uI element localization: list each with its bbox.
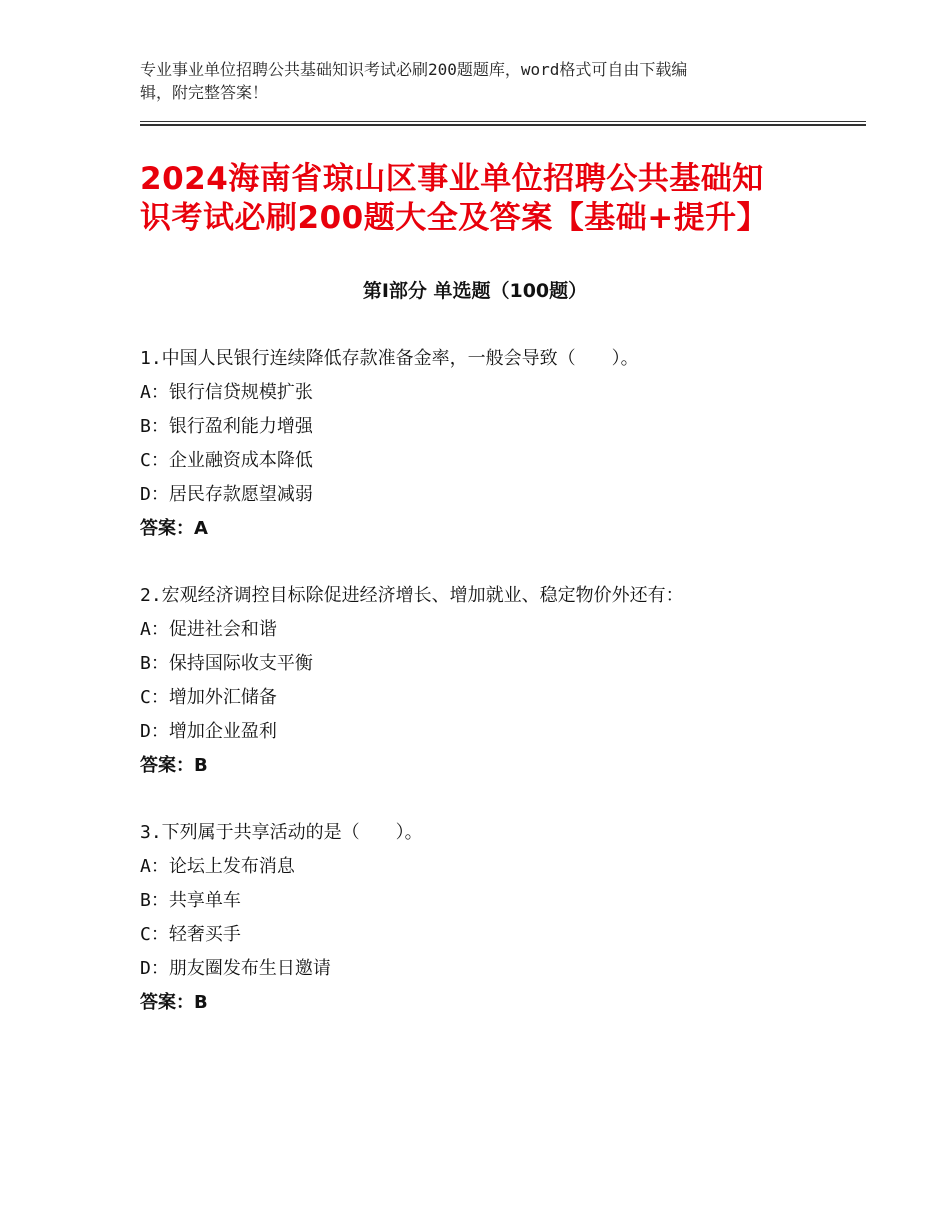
header-note (140, 58, 820, 104)
question-1 (140, 342, 840, 546)
header-note-line-1: 专业事业单位招聘公共基础知识考试必刷200题题库，word格式可自由下载编 (140, 60, 688, 79)
option-a: A：论坛上发布消息 (140, 856, 295, 877)
document-title-line-1: 2024海南省琼山区事业单位招聘公共基础知 (140, 161, 764, 197)
header-divider-thick (140, 124, 866, 126)
option-b: B：保持国际收支平衡 (140, 653, 313, 674)
document-title-line-2: 识考试必刷200题大全及答案【基础+提升】 (140, 200, 769, 236)
option-a: A：促进社会和谐 (140, 619, 277, 640)
option-d: D：居民存款愿望减弱 (140, 484, 313, 505)
header-divider-thin (140, 121, 866, 122)
option-c: C：增加外汇储备 (140, 687, 277, 708)
question-stem: 3.下列属于共享活动的是（ ）。 (140, 822, 423, 843)
option-d: D：朋友圈发布生日邀请 (140, 958, 331, 979)
question-stem: 1.中国人民银行连续降低存款准备金率，一般会导致（ ）。 (140, 348, 639, 369)
answer-label: 答案：B (140, 755, 208, 776)
option-c: C：轻奢买手 (140, 924, 241, 945)
answer-label: 答案：A (140, 518, 208, 539)
answer-label: 答案：B (140, 992, 208, 1013)
option-a: A：银行信贷规模扩张 (140, 382, 313, 403)
section-heading: 第Ⅰ部分 单选题（100题） (362, 280, 588, 302)
question-stem: 2.宏观经济调控目标除促进经济增长、增加就业、稳定物价外还有： (140, 585, 684, 606)
question-2 (140, 579, 840, 783)
question-3 (140, 816, 840, 1020)
document-title (140, 160, 830, 238)
question-list (140, 342, 840, 1053)
option-b: B：银行盈利能力增强 (140, 416, 313, 437)
option-d: D：增加企业盈利 (140, 721, 277, 742)
option-c: C：企业融资成本降低 (140, 450, 313, 471)
header-note-line-2: 辑，附完整答案！ (140, 83, 269, 102)
option-b: B：共享单车 (140, 890, 241, 911)
